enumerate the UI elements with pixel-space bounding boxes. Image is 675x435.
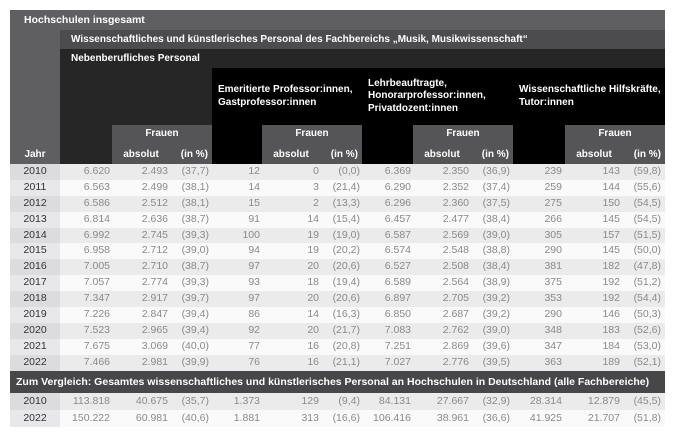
group-header-lehrbeauftragte — [362, 68, 513, 164]
value-cell: (47,8) — [633, 260, 661, 273]
value-cell: (19,4) — [332, 276, 360, 289]
value-cell: 290 — [544, 308, 562, 321]
value-cell: 0 — [313, 165, 319, 177]
value-cell: 60.981 — [135, 411, 168, 424]
value-cell: 2.687 — [442, 308, 469, 321]
value-cell: 7.251 — [384, 339, 411, 352]
value-cell: 113.818 — [72, 394, 110, 407]
value-cell: 2.847 — [141, 308, 168, 321]
value-cell: 6.527 — [384, 260, 411, 273]
value-cell: 2.776 — [442, 355, 469, 368]
value-cell: 381 — [544, 260, 562, 273]
value-cell: (39,3) — [181, 276, 209, 289]
value-cell: (39,4) — [181, 308, 209, 321]
value-cell: 2.981 — [141, 355, 168, 368]
value-cell: 91 — [248, 212, 260, 225]
value-cell: 14 — [307, 308, 319, 321]
value-cell: 145 — [602, 244, 620, 257]
value-cell: (50,3) — [633, 308, 661, 321]
value-cell: 143 — [602, 165, 620, 177]
year-cell: 2022 — [10, 355, 60, 371]
value-cell: (0,0) — [338, 165, 360, 177]
value-cell: 41.925 — [529, 411, 562, 424]
value-cell: (16,3) — [332, 308, 360, 321]
year-cell: 2020 — [10, 323, 60, 339]
table-row — [10, 196, 665, 212]
value-cell: 2.965 — [141, 323, 168, 336]
value-cell: 347 — [544, 339, 562, 352]
percent-label: (in %) — [633, 149, 661, 160]
value-cell: 6.958 — [83, 244, 110, 257]
group-header-emeritierte — [212, 68, 362, 164]
value-cell: 2.499 — [141, 180, 168, 193]
value-cell: 94 — [248, 244, 260, 257]
year-cell: 2015 — [10, 243, 60, 259]
year-cell: 2016 — [10, 259, 60, 275]
value-cell: 6.296 — [384, 196, 411, 209]
frauen-label: Frauen — [446, 128, 480, 139]
value-cell: (52,1) — [633, 355, 661, 368]
value-cell: 2.564 — [442, 276, 469, 289]
value-cell: (21,7) — [332, 323, 360, 336]
year-cell: 2010 — [10, 164, 60, 180]
value-cell: (39,5) — [482, 355, 510, 368]
value-cell: 2.745 — [141, 228, 168, 241]
value-cell: 348 — [544, 323, 562, 336]
value-cell: (37,7) — [181, 165, 209, 177]
value-cell: (32,9) — [482, 394, 510, 407]
value-cell: 18 — [307, 276, 319, 289]
value-cell: 7.675 — [83, 339, 110, 352]
table-row — [10, 212, 665, 228]
year-cell: 2018 — [10, 291, 60, 307]
value-cell: (39,0) — [482, 323, 510, 336]
value-cell: 28.314 — [529, 394, 562, 407]
value-cell: 6.563 — [83, 180, 110, 193]
value-cell: 150.222 — [72, 411, 110, 424]
value-cell: 7.027 — [384, 355, 411, 368]
value-cell: 1.881 — [233, 411, 260, 424]
value-cell: (40,0) — [181, 339, 209, 352]
value-cell: 40.675 — [135, 394, 168, 407]
value-cell: 6.814 — [83, 212, 110, 225]
value-cell: 2.350 — [442, 165, 469, 177]
value-cell: 16 — [307, 355, 319, 368]
value-cell: (39,4) — [181, 323, 209, 336]
value-cell: 19 — [307, 244, 319, 257]
value-cell: (20,6) — [332, 292, 360, 305]
group-label: Lehrbeauftragte, Honorarprofessor:innen, Privatdozent:innen — [368, 77, 486, 114]
value-cell: (38,9) — [482, 276, 510, 289]
value-cell: 145 — [602, 212, 620, 225]
value-cell: 184 — [602, 339, 620, 352]
value-cell: 7.347 — [83, 292, 110, 305]
year-cell: 2019 — [10, 307, 60, 323]
value-cell: 12.879 — [587, 394, 620, 407]
value-cell: 266 — [544, 212, 562, 225]
table-title: Hochschulen insgesamt — [10, 10, 665, 30]
value-cell: (39,9) — [181, 355, 209, 368]
table-row — [10, 393, 665, 410]
value-cell: (21,4) — [332, 180, 360, 193]
year-cell: 2017 — [10, 275, 60, 291]
value-cell: 2.493 — [141, 165, 168, 177]
value-cell: (53,0) — [633, 339, 661, 352]
table-row — [10, 243, 665, 259]
value-cell: (35,7) — [181, 394, 209, 407]
value-cell: 6.586 — [83, 196, 110, 209]
year-cell: 2011 — [10, 180, 60, 196]
section-title: Nebenberufliches Personal — [60, 49, 665, 68]
value-cell: 313 — [301, 411, 319, 424]
value-cell: 100 — [242, 228, 260, 241]
value-cell: (38,8) — [482, 244, 510, 257]
value-cell: (39,6) — [482, 339, 510, 352]
table-body — [10, 164, 665, 371]
value-cell: (52,6) — [633, 323, 661, 336]
year-cell: 2022 — [10, 410, 60, 427]
value-cell: (36,9) — [482, 165, 510, 177]
value-cell: (39,3) — [181, 228, 209, 241]
value-cell: 192 — [602, 276, 620, 289]
value-cell: (50,0) — [633, 244, 661, 257]
value-cell: (15,4) — [332, 212, 360, 225]
value-cell: (37,5) — [482, 196, 510, 209]
year-header-label: Jahr — [24, 149, 46, 160]
value-cell: 7.523 — [83, 323, 110, 336]
value-cell: (36,6) — [482, 411, 510, 424]
value-cell: (39,2) — [482, 292, 510, 305]
value-cell: 21.707 — [587, 411, 620, 424]
table-row — [10, 323, 665, 339]
value-cell: 182 — [602, 260, 620, 273]
value-cell: 2.774 — [141, 276, 168, 289]
table-row — [10, 307, 665, 323]
value-cell: 6.457 — [384, 212, 411, 225]
value-cell: 183 — [602, 323, 620, 336]
value-cell: 150 — [602, 196, 620, 209]
value-cell: 77 — [248, 339, 260, 352]
value-cell: 3.069 — [141, 339, 168, 352]
value-cell: 38.961 — [436, 411, 469, 424]
value-cell: 20 — [307, 292, 319, 305]
table-row — [10, 291, 665, 307]
frauen-label: Frauen — [598, 128, 632, 139]
value-cell: 2.917 — [141, 292, 168, 305]
value-cell: 84.131 — [378, 394, 411, 407]
group-label: Wissenschaftliche Hilfskräfte, Tutor:innen — [519, 84, 661, 108]
value-cell: 86 — [248, 308, 260, 321]
comparison-body — [10, 393, 665, 427]
frauen-header — [565, 125, 665, 164]
value-cell: 275 — [544, 196, 562, 209]
absolut-label: absolut — [123, 149, 159, 160]
value-cell: 144 — [602, 180, 620, 193]
year-cell: 2010 — [10, 393, 60, 410]
value-cell: 7.057 — [83, 276, 110, 289]
value-cell: (39,2) — [482, 308, 510, 321]
absolut-label: absolut — [576, 149, 612, 160]
group-header-hilfskraefte — [513, 68, 665, 164]
value-cell: 305 — [544, 228, 562, 241]
value-cell: 106.416 — [373, 411, 411, 424]
value-cell: 92 — [248, 323, 260, 336]
value-cell: (38,4) — [482, 212, 510, 225]
value-cell: 12 — [248, 165, 260, 177]
value-cell: 97 — [248, 292, 260, 305]
value-cell: (39,7) — [181, 292, 209, 305]
value-cell: 6.992 — [83, 228, 110, 241]
value-cell: 192 — [602, 292, 620, 305]
value-cell: 14 — [248, 180, 260, 193]
percent-label: (in %) — [330, 149, 358, 160]
group-label — [66, 68, 208, 125]
value-cell: 6.850 — [384, 308, 411, 321]
value-cell: 2.508 — [442, 260, 469, 273]
value-cell: 6.290 — [384, 180, 411, 193]
value-cell: 189 — [602, 355, 620, 368]
value-cell: 375 — [544, 276, 562, 289]
table-row — [10, 410, 665, 427]
value-cell: (39,0) — [181, 244, 209, 257]
value-cell: 290 — [544, 244, 562, 257]
year-cell: 2012 — [10, 196, 60, 212]
value-cell: 2.352 — [442, 180, 469, 193]
value-cell: (54,5) — [633, 196, 661, 209]
value-cell: 2.569 — [442, 228, 469, 241]
value-cell: 2.705 — [442, 292, 469, 305]
value-cell: 2.477 — [442, 212, 469, 225]
data-table — [10, 10, 665, 427]
value-cell: 239 — [544, 165, 562, 177]
value-cell: 1.373 — [233, 394, 260, 407]
value-cell: 19 — [307, 228, 319, 241]
value-cell: 20 — [307, 323, 319, 336]
value-cell: (20,2) — [332, 244, 360, 257]
comparison-title: Zum Vergleich: Gesamtes wissenschaftliches und künstlerisches Personal an Hochschulen in Deutschland (alle Fachbereiche) — [10, 371, 665, 393]
value-cell: 15 — [248, 196, 260, 209]
value-cell: 363 — [544, 355, 562, 368]
value-cell: 2.512 — [141, 196, 168, 209]
value-cell: 2 — [313, 196, 319, 209]
value-cell: (37,4) — [482, 180, 510, 193]
value-cell: (9,4) — [338, 394, 360, 407]
value-cell: (54,4) — [633, 292, 661, 305]
value-cell: 97 — [248, 260, 260, 273]
value-cell: (38,1) — [181, 196, 209, 209]
value-cell: 76 — [248, 355, 260, 368]
year-column-header — [10, 30, 60, 164]
value-cell: 2.762 — [442, 323, 469, 336]
value-cell: 6.897 — [384, 292, 411, 305]
table-row — [10, 228, 665, 244]
value-cell: 7.226 — [83, 308, 110, 321]
frauen-header — [112, 125, 212, 164]
value-cell: 2.710 — [141, 260, 168, 273]
value-cell: (38,7) — [181, 212, 209, 225]
value-cell: 6.620 — [83, 165, 110, 177]
value-cell: (54,5) — [633, 212, 661, 225]
value-cell: (39,0) — [482, 228, 510, 241]
year-cell: 2014 — [10, 228, 60, 244]
value-cell: 2.360 — [442, 196, 469, 209]
percent-label: (in %) — [180, 149, 208, 160]
value-cell: (38,7) — [181, 260, 209, 273]
value-cell: (40,6) — [181, 411, 209, 424]
table-row — [10, 275, 665, 291]
percent-label: (in %) — [481, 149, 509, 160]
value-cell: 2.869 — [442, 339, 469, 352]
frauen-label: Frauen — [145, 128, 179, 139]
value-cell: (59,8) — [633, 165, 661, 177]
value-cell: (20,8) — [332, 339, 360, 352]
frauen-header — [262, 125, 362, 164]
value-cell: 6.589 — [384, 276, 411, 289]
value-cell: 259 — [544, 180, 562, 193]
value-cell: 6.369 — [384, 165, 411, 177]
value-cell: 3 — [313, 180, 319, 193]
frauen-header — [413, 125, 513, 164]
year-cell: 2013 — [10, 212, 60, 228]
value-cell: (51,8) — [633, 411, 661, 424]
value-cell: 129 — [301, 394, 319, 407]
value-cell: 2.712 — [141, 244, 168, 257]
value-cell: (19,0) — [332, 228, 360, 241]
value-cell: 6.587 — [384, 228, 411, 241]
absolut-label: absolut — [273, 149, 309, 160]
table-row — [10, 339, 665, 355]
value-cell: 27.667 — [436, 394, 469, 407]
value-cell: 14 — [307, 212, 319, 225]
value-cell: (55,6) — [633, 180, 661, 193]
value-cell: (38,1) — [181, 180, 209, 193]
value-cell: (51,2) — [633, 276, 661, 289]
value-cell: (51,5) — [633, 228, 661, 241]
value-cell: (21,1) — [332, 355, 360, 368]
value-cell: 7.083 — [384, 323, 411, 336]
value-cell: (13,3) — [332, 196, 360, 209]
subtitle: Wissenschaftliches und künstlerisches Personal des Fachbereichs „Musik, Musikwissenschaft“ — [60, 30, 665, 49]
group-header-total — [60, 68, 212, 164]
group-label: Emeritierte Professor:innen, Gastprofessor:innen — [218, 84, 353, 108]
value-cell: 16 — [307, 339, 319, 352]
year-cell: 2021 — [10, 339, 60, 355]
value-cell: (20,6) — [332, 260, 360, 273]
frauen-label: Frauen — [295, 128, 329, 139]
table-row — [10, 259, 665, 275]
value-cell: 146 — [602, 308, 620, 321]
value-cell: 353 — [544, 292, 562, 305]
value-cell: 93 — [248, 276, 260, 289]
table-row — [10, 164, 665, 180]
value-cell: (16,6) — [332, 411, 360, 424]
value-cell: 157 — [602, 228, 620, 241]
table-row — [10, 355, 665, 371]
table-header — [10, 30, 665, 164]
value-cell: 6.574 — [384, 244, 411, 257]
table-row — [10, 180, 665, 196]
value-cell: (45,5) — [633, 394, 661, 407]
value-cell: (38,4) — [482, 260, 510, 273]
absolut-label: absolut — [424, 149, 460, 160]
value-cell: 2.548 — [442, 244, 469, 257]
value-cell: 2.636 — [141, 212, 168, 225]
value-cell: 7.005 — [83, 260, 110, 273]
value-cell: 20 — [307, 260, 319, 273]
value-cell: 7.466 — [83, 355, 110, 368]
